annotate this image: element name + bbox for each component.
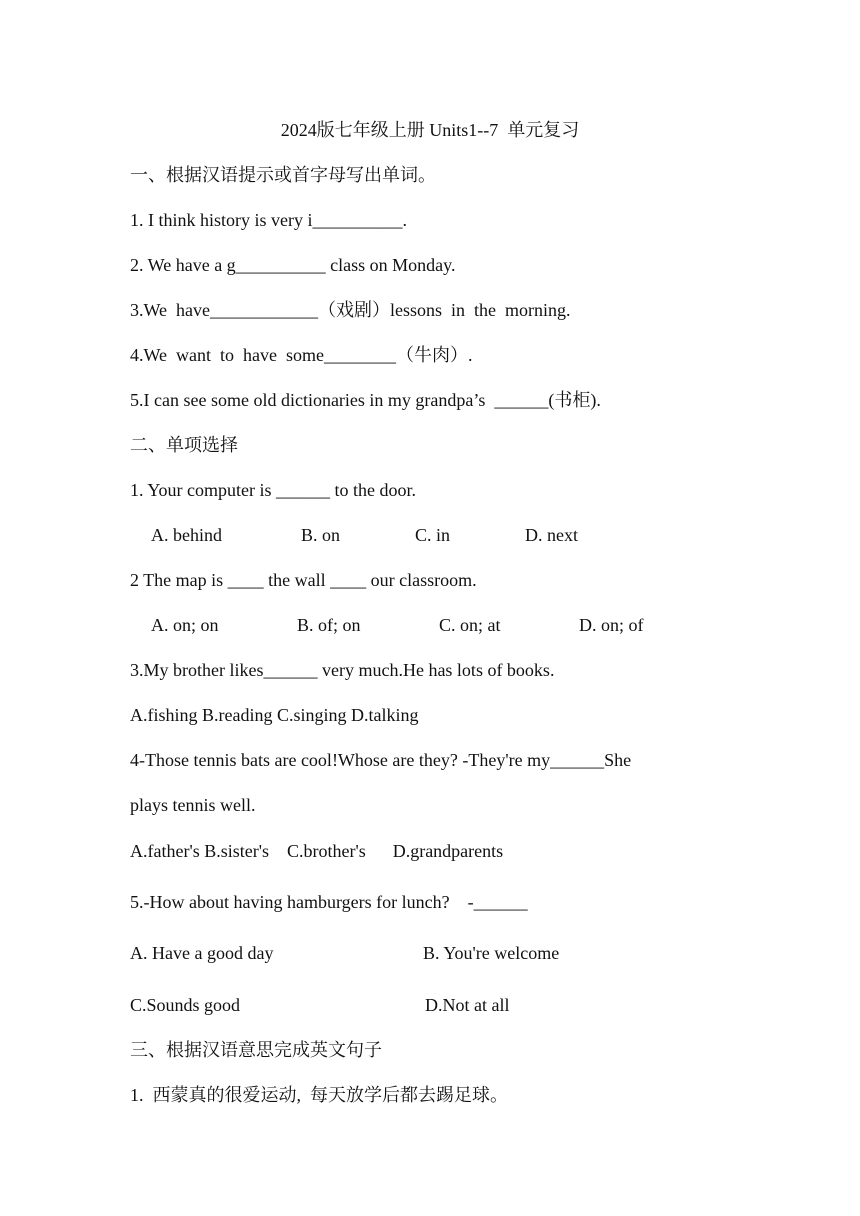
q4-stem-line1: 4-Those tennis bats are cool!Whose are they? -They're my______She: [130, 750, 632, 770]
q2-option-d: D. on; of: [579, 615, 644, 635]
q2-option-a: A. on; on: [151, 615, 219, 635]
q5-option-a: A. Have a good day: [130, 943, 274, 963]
q1-option-b: B. on: [301, 525, 341, 545]
section3-item-1: 1. 西蒙真的很爱运动, 每天放学后都去踢足球。: [130, 1085, 508, 1105]
q3-options: A.fishing B.reading C.singing D.talking: [130, 705, 419, 725]
section3-heading: 三、根据汉语意思完成英文句子: [130, 1040, 382, 1060]
q5-option-c: C.Sounds good: [130, 995, 241, 1015]
q4-stem-line2: plays tennis well.: [130, 795, 256, 815]
q3-stem: 3.My brother likes______ very much.He has lots of books.: [130, 660, 555, 680]
q1-stem: 1. Your computer is ______ to the door.: [130, 480, 416, 500]
section1-item-1: 1. I think history is very i__________.: [130, 210, 407, 230]
q1-option-c: C. in: [415, 525, 451, 545]
q5-option-b: B. You're welcome: [423, 943, 560, 963]
q2-stem: 2 The map is ____ the wall ____ our classroom.: [130, 570, 477, 590]
section1-item-5: 5.I can see some old dictionaries in my grandpa’s ______(书柜).: [130, 390, 601, 410]
section1-heading: 一、根据汉语提示或首字母写出单词。: [130, 165, 436, 185]
section1-item-3: 3.We have____________（戏剧）lessons in the morning.: [130, 300, 571, 320]
section1-item-4: 4.We want to have some________（牛肉）.: [130, 345, 473, 365]
q4-options: A.father's B.sister's C.brother's D.grandparents: [130, 841, 504, 861]
q2-option-c: C. on; at: [439, 615, 501, 635]
document-title: 2024版七年级上册 Units1--7 单元复习: [280, 120, 580, 140]
q1-option-a: A. behind: [151, 525, 222, 545]
q5-stem: 5.-How about having hamburgers for lunch? -______: [130, 892, 528, 912]
section1-item-2: 2. We have a g__________ class on Monday.: [130, 255, 456, 275]
q5-option-d: D.Not at all: [425, 995, 510, 1015]
q2-option-b: B. of; on: [297, 615, 361, 635]
q1-option-d: D. next: [525, 525, 578, 545]
section2-heading: 二、单项选择: [130, 435, 238, 455]
